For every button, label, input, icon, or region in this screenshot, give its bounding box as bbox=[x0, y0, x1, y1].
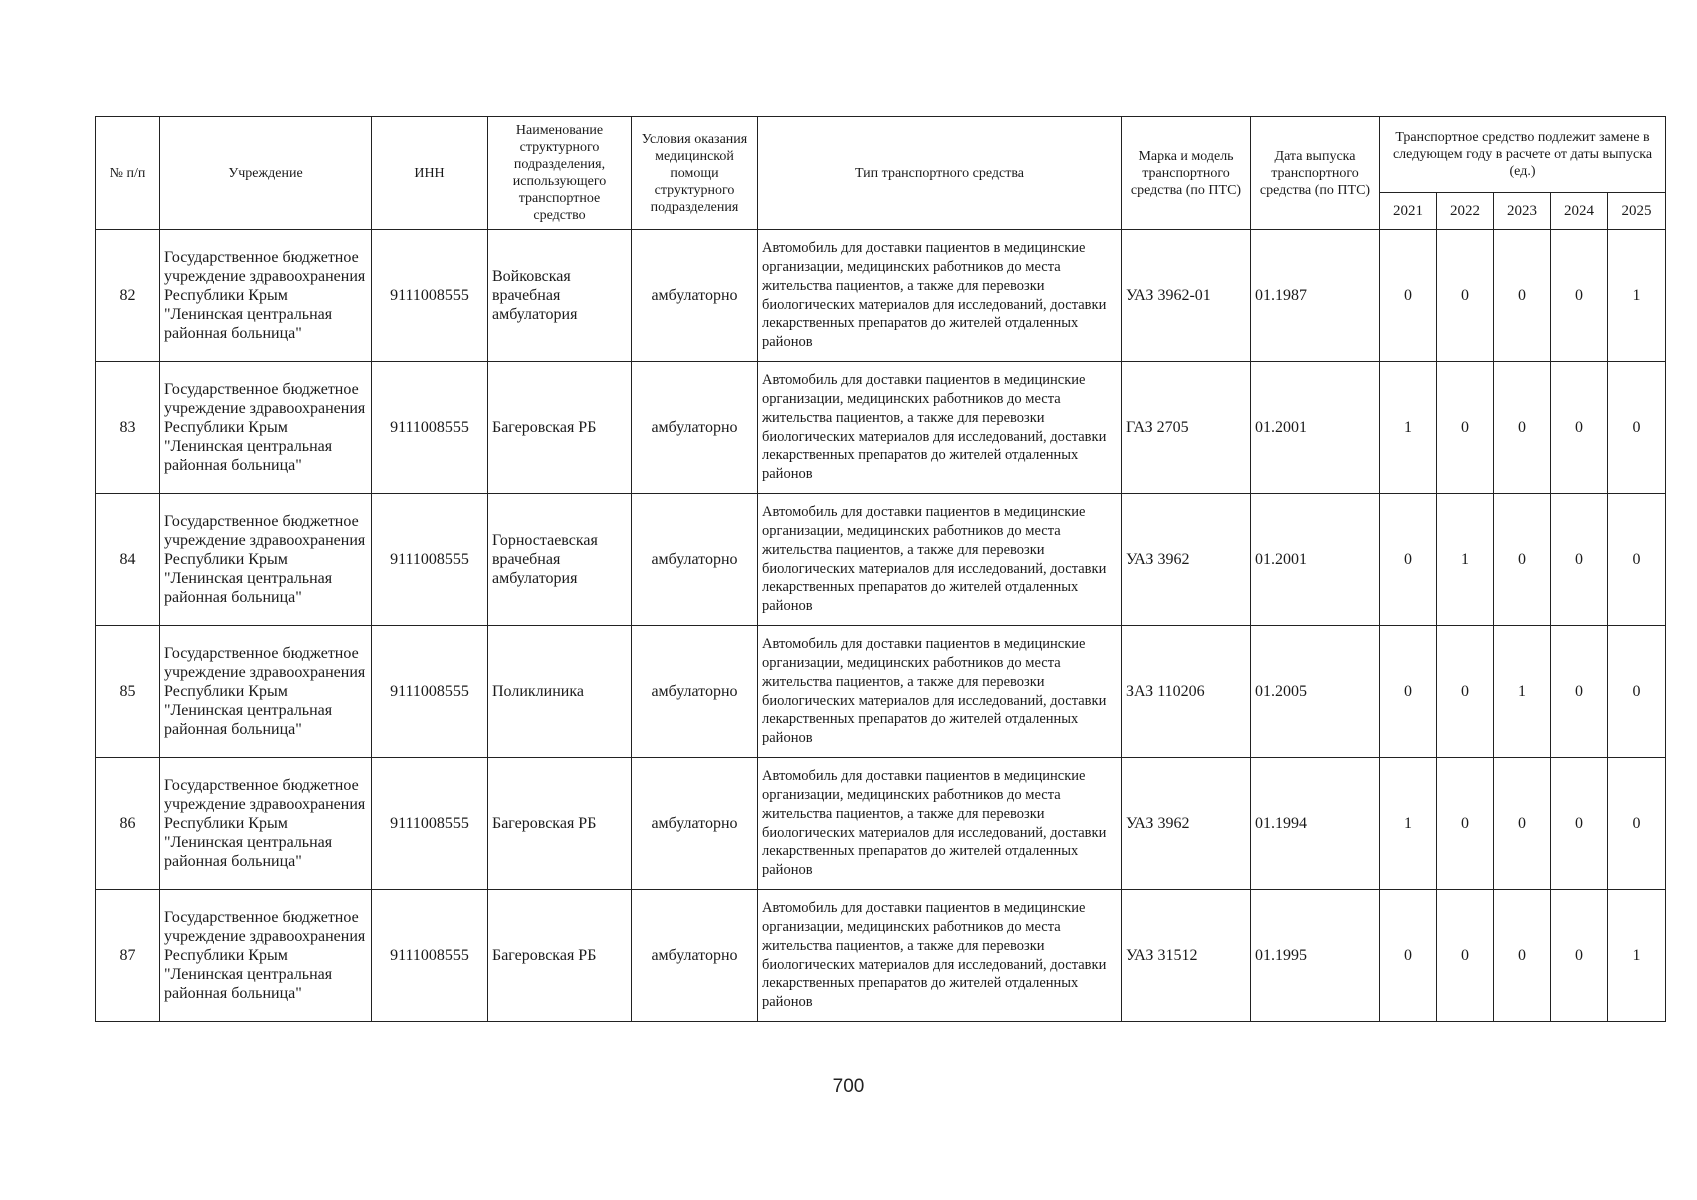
row-year-value: 0 bbox=[1551, 230, 1608, 362]
header-year: 2024 bbox=[1551, 193, 1608, 230]
row-vehicle-type: Автомобиль для доставки пациентов в медицинские организации, медицинских работников до места жительства пациентов, а также для перевозки биологических материалов для исследований, доставки лекарственных препаратов до жителей отдаленных районов bbox=[758, 758, 1122, 890]
row-institution: Государственное бюджетное учреждение здравоохранения Республики Крым "Ленинская центральная районная больница" bbox=[160, 230, 372, 362]
header-conditions: Условия оказания медицинской помощи структурного подразделения bbox=[632, 117, 758, 230]
row-conditions: амбулаторно bbox=[632, 890, 758, 1022]
row-year-value: 0 bbox=[1437, 890, 1494, 1022]
row-year-value: 1 bbox=[1608, 890, 1666, 1022]
row-year-value: 0 bbox=[1551, 626, 1608, 758]
row-model: УАЗ 31512 bbox=[1122, 890, 1251, 1022]
row-model: УАЗ 3962 bbox=[1122, 758, 1251, 890]
row-release-date: 01.1994 bbox=[1251, 758, 1380, 890]
header-release-date: Дата выпуска транспортного средства (по ПТС) bbox=[1251, 117, 1380, 230]
row-year-value: 0 bbox=[1494, 230, 1551, 362]
header-replacement: Транспортное средство подлежит замене в следующем году в расчете от даты выпуска (ед.) bbox=[1380, 117, 1666, 193]
row-num: 84 bbox=[96, 494, 160, 626]
header-model: Марка и модель транспортного средства (по ПТС) bbox=[1122, 117, 1251, 230]
row-year-value: 1 bbox=[1494, 626, 1551, 758]
row-conditions: амбулаторно bbox=[632, 362, 758, 494]
row-year-value: 0 bbox=[1494, 362, 1551, 494]
row-year-value: 0 bbox=[1608, 494, 1666, 626]
row-year-value: 0 bbox=[1608, 758, 1666, 890]
row-institution: Государственное бюджетное учреждение здравоохранения Республики Крым "Ленинская центральная районная больница" bbox=[160, 494, 372, 626]
row-num: 85 bbox=[96, 626, 160, 758]
row-vehicle-type: Автомобиль для доставки пациентов в медицинские организации, медицинских работников до места жительства пациентов, а также для перевозки биологических материалов для исследований, доставки лекарственных препаратов до жителей отдаленных районов bbox=[758, 230, 1122, 362]
row-release-date: 01.2005 bbox=[1251, 626, 1380, 758]
table-row bbox=[96, 230, 1666, 362]
row-model: ЗАЗ 110206 bbox=[1122, 626, 1251, 758]
row-subdivision: Багеровская РБ bbox=[488, 890, 632, 1022]
row-year-value: 0 bbox=[1437, 758, 1494, 890]
table-row bbox=[96, 494, 1666, 626]
table-row bbox=[96, 362, 1666, 494]
row-vehicle-type: Автомобиль для доставки пациентов в медицинские организации, медицинских работников до места жительства пациентов, а также для перевозки биологических материалов для исследований, доставки лекарственных препаратов до жителей отдаленных районов bbox=[758, 494, 1122, 626]
header-year: 2021 bbox=[1380, 193, 1437, 230]
row-vehicle-type: Автомобиль для доставки пациентов в медицинские организации, медицинских работников до места жительства пациентов, а также для перевозки биологических материалов для исследований, доставки лекарственных препаратов до жителей отдаленных районов bbox=[758, 890, 1122, 1022]
page-number: 700 bbox=[832, 1076, 865, 1097]
row-year-value: 0 bbox=[1494, 494, 1551, 626]
row-year-value: 0 bbox=[1380, 494, 1437, 626]
row-year-value: 1 bbox=[1608, 230, 1666, 362]
header-subdivision: Наименование структурного подразделения, использующего транспортное средство bbox=[488, 117, 632, 230]
header-year: 2025 bbox=[1608, 193, 1666, 230]
header-vehicle-type: Тип транспортного средства bbox=[758, 117, 1122, 230]
row-institution: Государственное бюджетное учреждение здравоохранения Республики Крым "Ленинская центральная районная больница" bbox=[160, 362, 372, 494]
table-row bbox=[96, 890, 1666, 1022]
row-model: УАЗ 3962-01 bbox=[1122, 230, 1251, 362]
row-num: 87 bbox=[96, 890, 160, 1022]
table-row bbox=[96, 758, 1666, 890]
row-vehicle-type: Автомобиль для доставки пациентов в медицинские организации, медицинских работников до места жительства пациентов, а также для перевозки биологических материалов для исследований, доставки лекарственных препаратов до жителей отдаленных районов bbox=[758, 362, 1122, 494]
row-conditions: амбулаторно bbox=[632, 494, 758, 626]
row-institution: Государственное бюджетное учреждение здравоохранения Республики Крым "Ленинская центральная районная больница" bbox=[160, 758, 372, 890]
table-body bbox=[96, 230, 1666, 1022]
row-inn: 9111008555 bbox=[372, 230, 488, 362]
row-year-value: 0 bbox=[1551, 362, 1608, 494]
row-num: 86 bbox=[96, 758, 160, 890]
row-model: ГАЗ 2705 bbox=[1122, 362, 1251, 494]
row-year-value: 0 bbox=[1380, 890, 1437, 1022]
row-year-value: 0 bbox=[1437, 230, 1494, 362]
row-year-value: 0 bbox=[1437, 362, 1494, 494]
row-release-date: 01.2001 bbox=[1251, 362, 1380, 494]
row-release-date: 01.2001 bbox=[1251, 494, 1380, 626]
row-num: 83 bbox=[96, 362, 160, 494]
row-inn: 9111008555 bbox=[372, 890, 488, 1022]
header-year: 2023 bbox=[1494, 193, 1551, 230]
row-conditions: амбулаторно bbox=[632, 758, 758, 890]
header-institution: Учреждение bbox=[160, 117, 372, 230]
row-year-value: 0 bbox=[1380, 626, 1437, 758]
row-year-value: 0 bbox=[1494, 758, 1551, 890]
row-institution: Государственное бюджетное учреждение здравоохранения Республики Крым "Ленинская центральная районная больница" bbox=[160, 626, 372, 758]
row-subdivision: Поликлиника bbox=[488, 626, 632, 758]
table-row bbox=[96, 626, 1666, 758]
row-conditions: амбулаторно bbox=[632, 626, 758, 758]
header-inn: ИНН bbox=[372, 117, 488, 230]
row-year-value: 1 bbox=[1380, 362, 1437, 494]
row-conditions: амбулаторно bbox=[632, 230, 758, 362]
row-year-value: 0 bbox=[1551, 494, 1608, 626]
vehicle-table bbox=[95, 116, 1666, 1022]
row-year-value: 0 bbox=[1551, 758, 1608, 890]
row-release-date: 01.1995 bbox=[1251, 890, 1380, 1022]
row-year-value: 0 bbox=[1551, 890, 1608, 1022]
row-inn: 9111008555 bbox=[372, 626, 488, 758]
row-year-value: 0 bbox=[1608, 626, 1666, 758]
row-year-value: 0 bbox=[1494, 890, 1551, 1022]
header-year: 2022 bbox=[1437, 193, 1494, 230]
row-subdivision: Войковская врачебная амбулатория bbox=[488, 230, 632, 362]
row-subdivision: Горностаевская врачебная амбулатория bbox=[488, 494, 632, 626]
row-inn: 9111008555 bbox=[372, 362, 488, 494]
row-year-value: 0 bbox=[1608, 362, 1666, 494]
row-num: 82 bbox=[96, 230, 160, 362]
row-subdivision: Багеровская РБ bbox=[488, 362, 632, 494]
row-year-value: 1 bbox=[1380, 758, 1437, 890]
row-year-value: 0 bbox=[1380, 230, 1437, 362]
row-release-date: 01.1987 bbox=[1251, 230, 1380, 362]
row-model: УАЗ 3962 bbox=[1122, 494, 1251, 626]
row-year-value: 1 bbox=[1437, 494, 1494, 626]
row-inn: 9111008555 bbox=[372, 758, 488, 890]
header-num: № п/п bbox=[96, 117, 160, 230]
row-inn: 9111008555 bbox=[372, 494, 488, 626]
row-vehicle-type: Автомобиль для доставки пациентов в медицинские организации, медицинских работников до места жительства пациентов, а также для перевозки биологических материалов для исследований, доставки лекарственных препаратов до жителей отдаленных районов bbox=[758, 626, 1122, 758]
row-year-value: 0 bbox=[1437, 626, 1494, 758]
table-header bbox=[96, 117, 1666, 230]
row-subdivision: Багеровская РБ bbox=[488, 758, 632, 890]
row-institution: Государственное бюджетное учреждение здравоохранения Республики Крым "Ленинская центральная районная больница" bbox=[160, 890, 372, 1022]
